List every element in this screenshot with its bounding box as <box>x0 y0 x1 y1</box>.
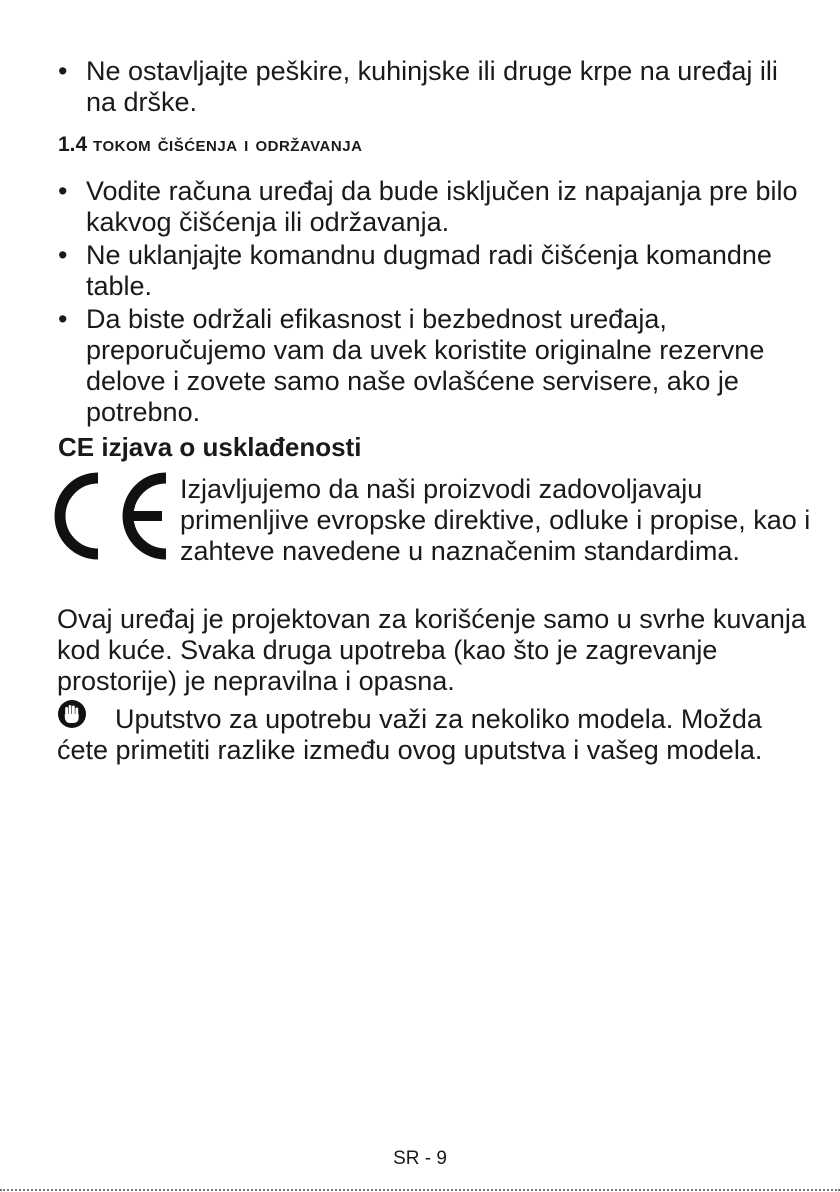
bullet-text: Vodite računa uređaj da bude isključen iz napajanja pre bilo kakvog čišćenja ili održavanja. <box>86 176 798 237</box>
note-paragraph: Uputstvo za upotrebu važi za nekoliko modela. Možda ćete primetiti razlike između ovog uputstva i vašeg modela. <box>57 704 763 765</box>
list-item <box>0 304 840 428</box>
usage-paragraph: Ovaj uređaj je projektovan za korišćenje samo u svrhe kuvanja kod kuće. Svaka druga upotreba (kao što je zagrevanje prostorije) je nepravilna i opasna. <box>57 604 806 696</box>
bullet-text: Ne uklanjajte komandnu dugmad radi čišćenja komandne table. <box>86 240 772 301</box>
bullet-text: Da biste održali efikasnost i bezbednost uređaja, preporučujemo vam da uvek koristite originalne rezervne delove i zovete samo naše ovlašćene servisere, ako je potrebno. <box>86 304 765 427</box>
ce-declaration-text: Izjavljujemo da naši proizvodi zadovoljavaju primenljive evropske direktive, odluke i propise, kao i zahteve navedene u naznačenim standardima. <box>180 474 811 566</box>
intro-bullet-list <box>0 56 840 120</box>
bullet-symbol: • <box>58 304 68 334</box>
bottom-divider <box>0 1189 840 1191</box>
ce-mark-icon <box>54 470 178 562</box>
list-item <box>0 240 840 302</box>
page-number: SR - 9 <box>393 1148 447 1169</box>
list-item <box>0 176 840 238</box>
bullet-symbol: • <box>58 176 68 206</box>
list-item <box>0 56 840 118</box>
section-number: 1.4 <box>58 133 88 156</box>
section-bullet-list <box>0 176 840 430</box>
bullet-symbol: • <box>58 56 68 86</box>
section-title: tokom čišćenja i održavanja <box>93 131 363 156</box>
bullet-symbol: • <box>58 240 68 270</box>
bullet-text: Ne ostavljajte peškire, kuhinjske ili druge krpe na uređaj ili na drške. <box>86 56 778 117</box>
section-heading <box>58 131 362 158</box>
ce-heading: CE izjava o usklađenosti <box>58 432 362 462</box>
